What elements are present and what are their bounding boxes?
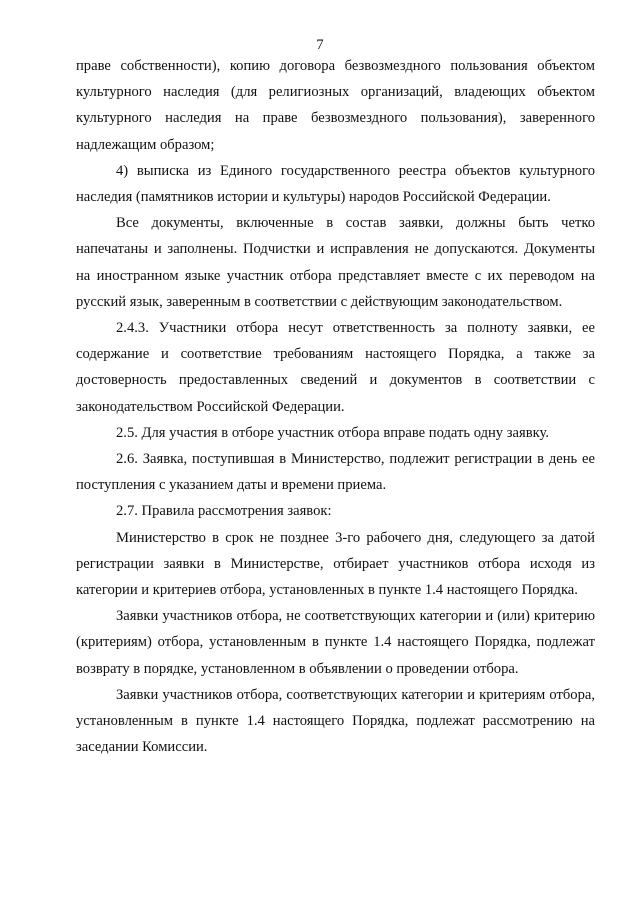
paragraph-2-6: 2.6. Заявка, поступившая в Министерство, подлежит регистрации в день ее поступления с указанием даты и времени приема. xyxy=(76,451,595,494)
paragraph-documents-requirements: Все документы, включенные в состав заявки, должны быть четко напечатаны и заполнены. Подчистки и исправления не допускаются. Документы на иностранном языке участник отбора представляет вместе с их переводом на русский язык, заверенным в соответствии с действующим законодательством. xyxy=(76,215,595,310)
paragraph-applications-returned: Заявки участников отбора, не соответствующих категории и (или) критерию (критериям) отбора, установленным в пункте 1.4 настоящего Порядка, подлежат возврату в порядке, установленном в объявлении о проведении отбора. xyxy=(76,608,595,677)
paragraph-2-5: 2.5. Для участия в отборе участник отбора вправе подать одну заявку. xyxy=(116,424,549,441)
page-number: 7 xyxy=(316,37,324,53)
paragraph-2-4-3: 2.4.3. Участники отбора несут ответственность за полноту заявки, ее содержание и соответствие требованиям настоящего Порядка, а также за достоверность предоставленных сведений и документов в соответствии с законодательством Российской Федерации. xyxy=(76,320,595,415)
document-body xyxy=(76,53,595,760)
paragraph-item-4: 4) выписка из Единого государственного реестра объектов культурного наследия (памятников истории и культуры) народов Российской Федерации. xyxy=(76,162,595,206)
paragraph-continuation: праве собственности), копию договора безвозмездного пользования объектом культурного наследия (для религиозных организаций, владеющих объектом культурного наследия на праве безвозмездного пользования), заверенного надлежащим образом; xyxy=(76,58,595,153)
paragraph-applications-considered: Заявки участников отбора, соответствующих категории и критериям отбора, установленным в пункте 1.4 настоящего Порядка, подлежат рассмотрению на заседании Комиссии. xyxy=(76,686,595,756)
paragraph-2-7: 2.7. Правила рассмотрения заявок: xyxy=(116,503,332,520)
paragraph-ministry-selection: Министерство в срок не позднее 3-го рабочего дня, следующего за датой регистрации заявки в Министерстве, отбирает участников отбора исходя из категории и критериев отбора, установленных в пункте 1.4 настоящего Порядка. xyxy=(76,529,595,599)
